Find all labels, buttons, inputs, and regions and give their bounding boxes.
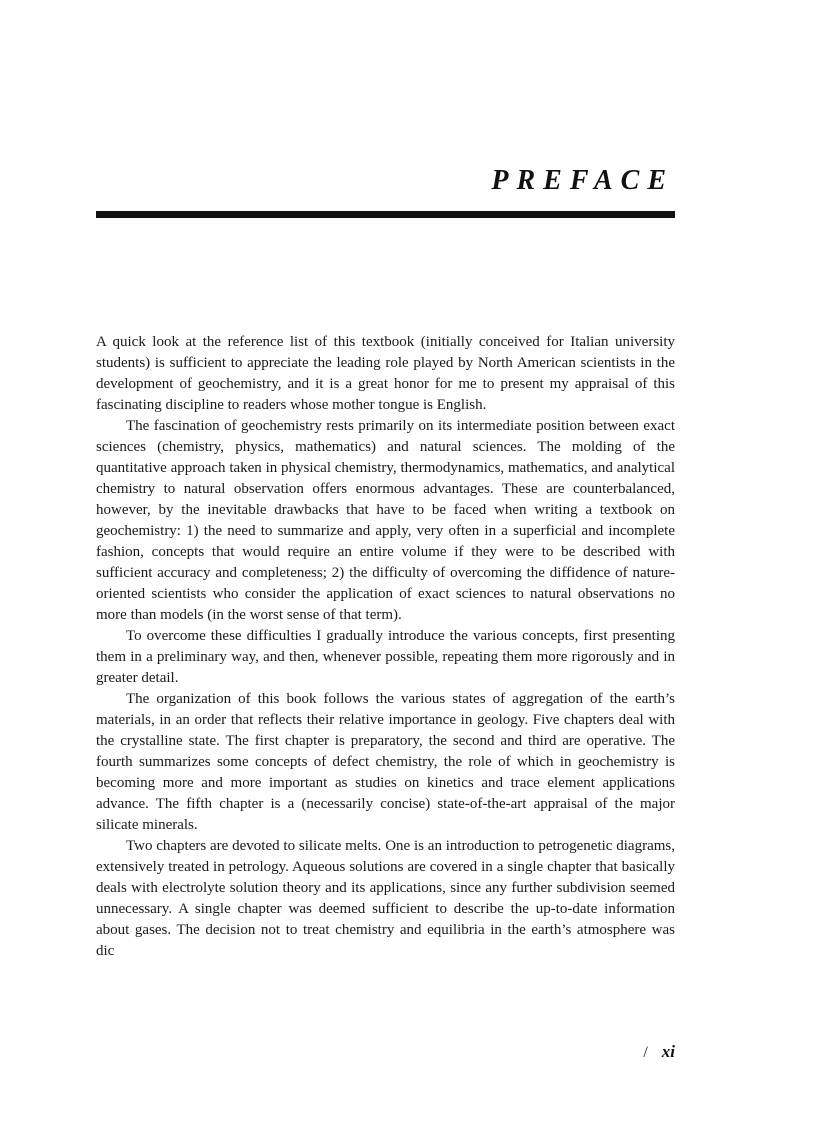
body-text	[96, 332, 675, 962]
paragraph-2: The fascination of geochemistry rests primarily on its intermediate position between exact sciences (chemistry, physics, mathematics) and natural sciences. The molding of the quantitative approach taken in physical chemistry, thermodynamics, mathematics, and analytical chemistry to natural observation offers enormous advantages. These are counterbalanced, however, by the inevitable drawbacks that have to be faced when writing a textbook on geochemistry: 1) the need to summarize and apply, very often in a superficial and incomplete fashion, concepts that would require an entire volume if they were to be described with sufficient accuracy and completeness; 2) the difficulty of overcoming the diffidence of nature-oriented scientists who consider the application of exact sciences to natural observations no more than models (in the worst sense of that term).	[96, 418, 675, 623]
page-title: PREFACE	[491, 165, 674, 196]
paragraph-4: The organization of this book follows the various states of aggregation of the earth’s materials, in an order that reflects their relative importance in geology. Five chapters deal with the crystalline state. The first chapter is preparatory, the second and third are operative. The fourth summarizes some concepts of defect chemistry, the role of which in geochemistry is becoming more and more important as studies on kinetics and trace element applications advance. The fifth chapter is a (necessarily concise) state-of-the-art appraisal of the major silicate minerals.	[96, 691, 675, 833]
paragraph-5: Two chapters are devoted to silicate melts. One is an introduction to petrogenetic diagrams, extensively treated in petrology. Aqueous solutions are covered in a single chapter that basically deals with electrolyte solution theory and its applications, since any further subdivision seemed unnecessary. A single chapter was deemed sufficient to describe the up-to-date information about gases. The decision not to treat chemistry and equilibria in the earth’s atmosphere was dic	[96, 838, 675, 959]
page-number: xi	[661, 1042, 675, 1061]
page-folio	[643, 1042, 675, 1063]
paragraph-1: A quick look at the reference list of this textbook (initially conceived for Italian university students) is sufficient to appreciate the leading role played by North American scientists in the development of geochemistry, and it is a great honor for me to present my appraisal of this fascinating discipline to readers whose mother tongue is English.	[96, 334, 675, 413]
folio-separator: /	[643, 1044, 648, 1061]
paragraph-3: To overcome these difficulties I gradually introduce the various concepts, first presenting them in a preliminary way, and then, whenever possible, repeating them more rigorously and in greater detail.	[96, 628, 675, 686]
title-rule	[96, 211, 675, 218]
